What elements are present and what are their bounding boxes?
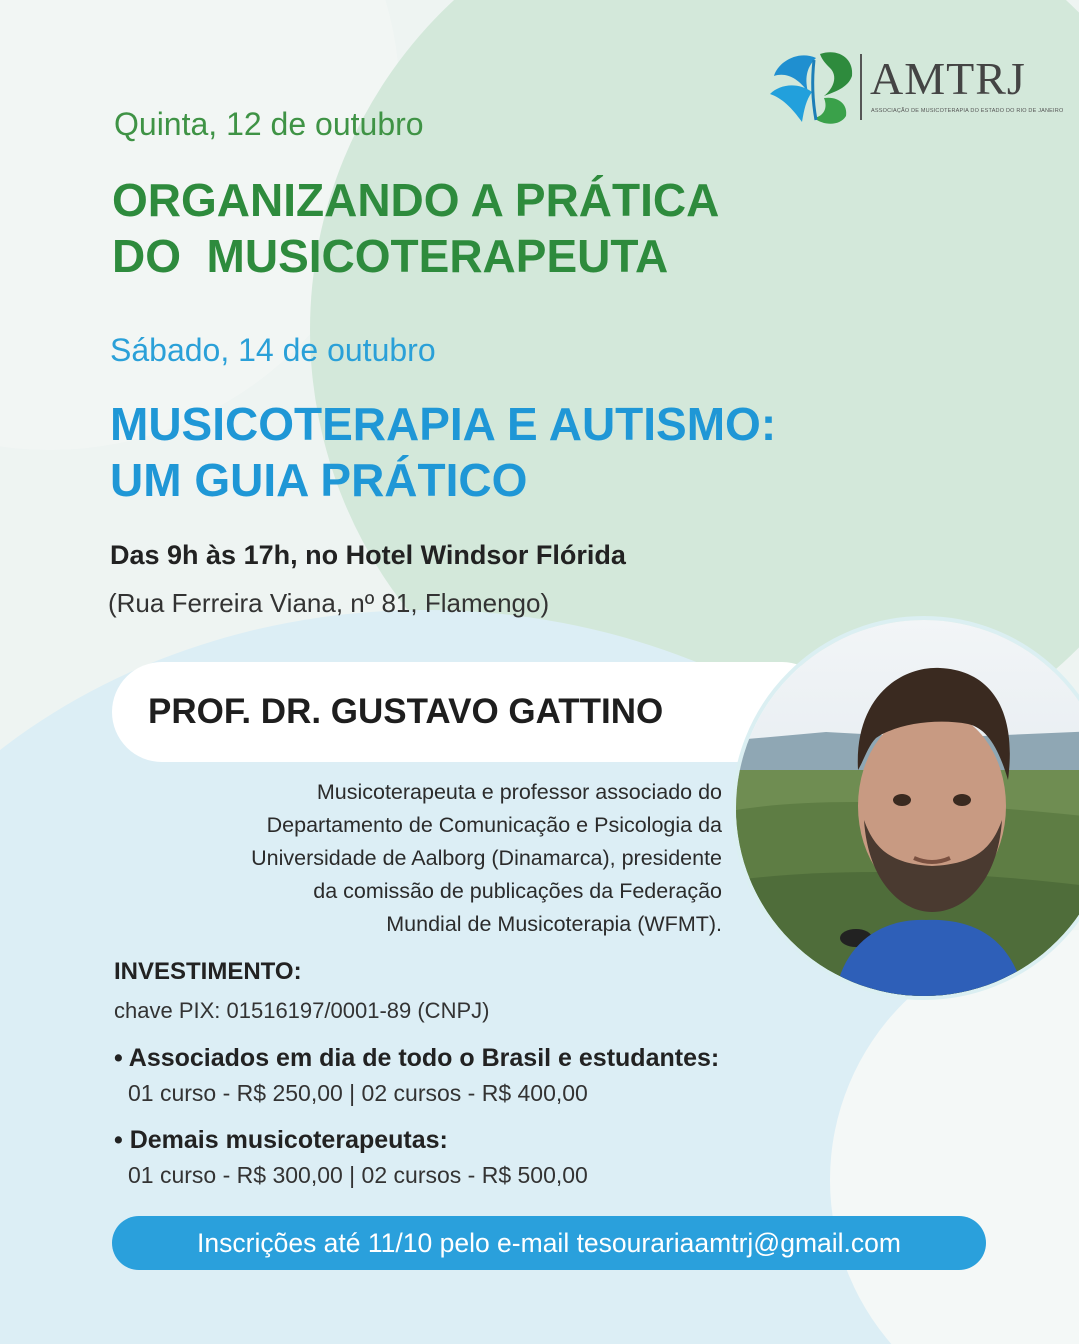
speaker-bio-line: Mundial de Musicoterapia (WFMT).	[386, 912, 722, 936]
amtrj-logo	[768, 48, 1064, 128]
price-group-values: 01 curso - R$ 250,00 | 02 cursos - R$ 400,00	[128, 1080, 588, 1106]
event2-title-line1: MUSICOTERAPIA E AUTISMO:	[110, 398, 777, 450]
event2-title	[110, 396, 776, 508]
price-group-label: • Associados em dia de todo o Brasil e estudantes:	[114, 1044, 720, 1072]
speaker-bio-line: da comissão de publicações da Federação	[313, 879, 722, 903]
brand-name: AMTRJ	[870, 53, 1026, 104]
event1-title	[112, 172, 719, 284]
price-group-values: 01 curso - R$ 300,00 | 02 cursos - R$ 500,00	[128, 1162, 588, 1188]
speaker-bio-line: Departamento de Comunicação e Psicologia da	[266, 813, 722, 837]
event2-date: Sábado, 14 de outubro	[110, 332, 436, 368]
price-group-label: • Demais musicoterapeutas:	[114, 1126, 448, 1154]
pix-key: chave PIX: 01516197/0001-89 (CNPJ)	[114, 998, 490, 1023]
event1-title-line2: DO MUSICOTERAPEUTA	[112, 230, 669, 282]
registration-banner: Inscrições até 11/10 pelo e-mail tesourariaamtrj@gmail.com	[112, 1216, 986, 1270]
speaker-bio	[140, 776, 722, 941]
butterfly-logo-icon	[768, 48, 858, 128]
event1-title-line1: ORGANIZANDO A PRÁTICA	[112, 174, 720, 226]
event2-title-line2: UM GUIA PRÁTICO	[110, 454, 528, 506]
speaker-name: PROF. DR. GUSTAVO GATTINO	[148, 692, 664, 731]
speaker-bio-line: Musicoterapeuta e professor associado do	[316, 780, 722, 804]
investment-title: INVESTIMENTO:	[114, 958, 302, 985]
event1-date: Quinta, 12 de outubro	[114, 106, 424, 142]
event-address: (Rua Ferreira Viana, nº 81, Flamengo)	[108, 588, 550, 618]
event-time-venue: Das 9h às 17h, no Hotel Windsor Flórida	[110, 540, 626, 570]
brand-subtitle: ASSOCIAÇÃO DE MUSICOTERAPIA DO ESTADO DO RIO DE JANEIRO	[871, 108, 1064, 114]
speaker-bio-line: Universidade de Aalborg (Dinamarca), presidente	[251, 846, 722, 870]
